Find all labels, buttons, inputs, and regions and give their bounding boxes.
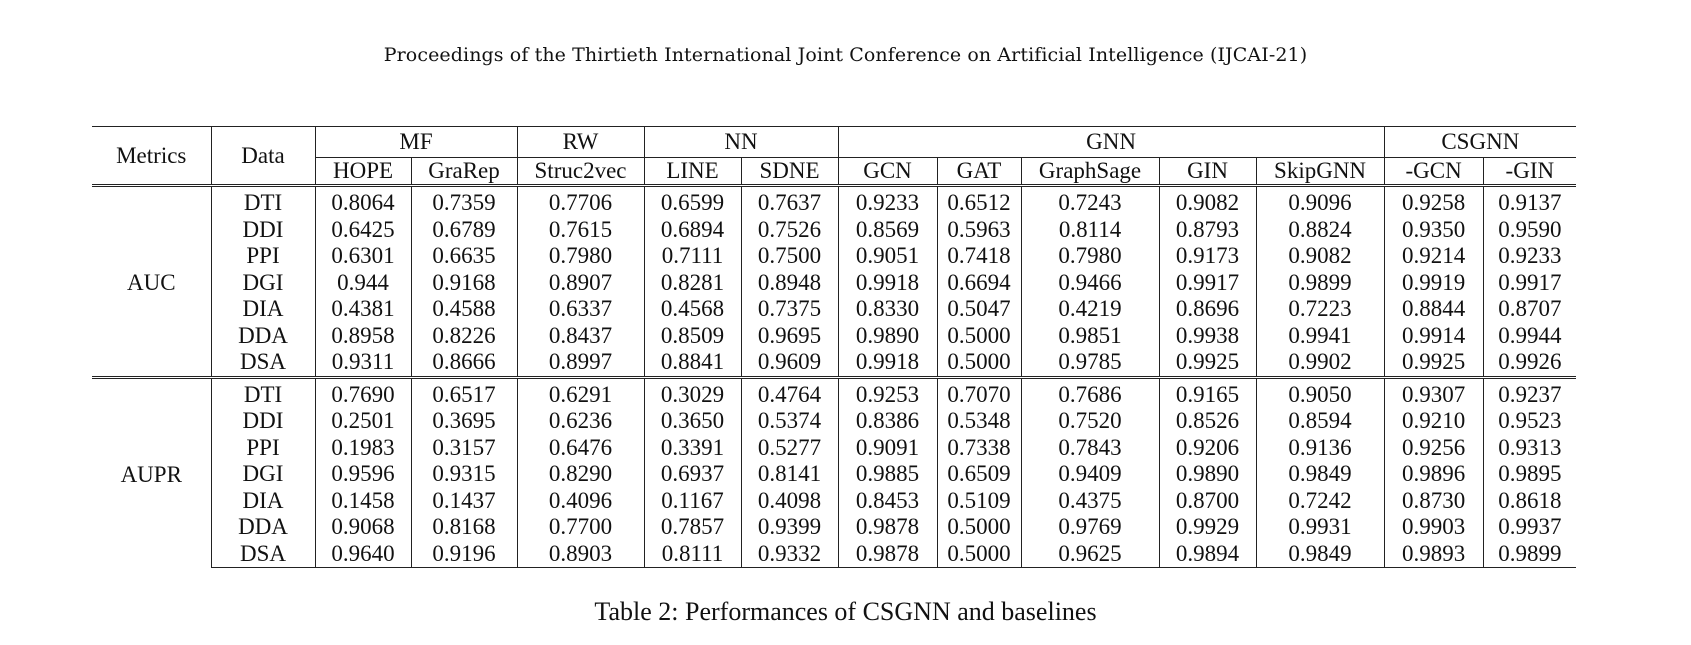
score-cell: 0.7700	[517, 514, 644, 541]
table-row	[92, 296, 1576, 323]
dataset-label: DGI	[211, 461, 315, 488]
score-cell: 0.8841	[644, 349, 741, 377]
score-cell: 0.4098	[741, 488, 838, 515]
score-cell: 0.9890	[838, 323, 937, 350]
score-cell: 0.9925	[1384, 349, 1483, 377]
method-header: SkipGNN	[1256, 158, 1384, 186]
score-cell: 0.9350	[1384, 217, 1483, 244]
score-cell: 0.6635	[411, 243, 517, 270]
score-cell: 0.5109	[937, 488, 1021, 515]
score-cell: 0.5348	[937, 408, 1021, 435]
score-cell: 0.6937	[644, 461, 741, 488]
dataset-label: PPI	[211, 435, 315, 462]
score-cell: 0.9253	[838, 377, 937, 408]
score-cell: 0.8330	[838, 296, 937, 323]
score-cell: 0.9918	[838, 349, 937, 377]
method-header: GAT	[937, 158, 1021, 186]
score-cell: 0.7857	[644, 514, 741, 541]
score-cell: 0.9409	[1021, 461, 1159, 488]
score-cell: 0.9890	[1159, 461, 1256, 488]
score-cell: 0.7070	[937, 377, 1021, 408]
score-cell: 0.5000	[937, 514, 1021, 541]
score-cell: 0.4381	[315, 296, 411, 323]
score-cell: 0.9769	[1021, 514, 1159, 541]
score-cell: 0.8696	[1159, 296, 1256, 323]
score-cell: 0.6509	[937, 461, 1021, 488]
score-cell: 0.944	[315, 270, 411, 297]
dataset-label: DDA	[211, 323, 315, 350]
score-cell: 0.1437	[411, 488, 517, 515]
score-cell: 0.9233	[838, 186, 937, 217]
table-row	[92, 323, 1576, 350]
score-cell: 0.8141	[741, 461, 838, 488]
score-cell: 0.9313	[1483, 435, 1576, 462]
score-cell: 0.6476	[517, 435, 644, 462]
table-row	[92, 377, 1576, 408]
score-cell: 0.8997	[517, 349, 644, 377]
score-cell: 0.9082	[1159, 186, 1256, 217]
score-cell: 0.9885	[838, 461, 937, 488]
score-cell: 0.9196	[411, 541, 517, 568]
score-cell: 0.3157	[411, 435, 517, 462]
table-caption: Table 2: Performances of CSGNN and baselines	[594, 597, 1097, 626]
dataset-label: DIA	[211, 488, 315, 515]
score-cell: 0.9399	[741, 514, 838, 541]
dataset-label: DSA	[211, 541, 315, 568]
score-cell: 0.5000	[937, 349, 1021, 377]
score-cell: 0.3650	[644, 408, 741, 435]
score-cell: 0.6301	[315, 243, 411, 270]
score-cell: 0.6517	[411, 377, 517, 408]
aupr-block	[92, 377, 1576, 568]
table-row	[92, 514, 1576, 541]
score-cell: 0.4588	[411, 296, 517, 323]
score-cell: 0.9311	[315, 349, 411, 377]
score-cell: 0.7338	[937, 435, 1021, 462]
score-cell: 0.8437	[517, 323, 644, 350]
table-row	[92, 461, 1576, 488]
table-row	[92, 243, 1576, 270]
score-cell: 0.6337	[517, 296, 644, 323]
score-cell: 0.7243	[1021, 186, 1159, 217]
score-cell: 0.9466	[1021, 270, 1159, 297]
group-header-gnn: GNN	[838, 127, 1384, 158]
score-cell: 0.7690	[315, 377, 411, 408]
score-cell: 0.9893	[1384, 541, 1483, 568]
score-cell: 0.9902	[1256, 349, 1384, 377]
score-cell: 0.5000	[937, 541, 1021, 568]
score-cell: 0.5374	[741, 408, 838, 435]
score-cell: 0.6236	[517, 408, 644, 435]
score-cell: 0.8594	[1256, 408, 1384, 435]
score-cell: 0.9938	[1159, 323, 1256, 350]
score-cell: 0.6425	[315, 217, 411, 244]
score-cell: 0.8618	[1483, 488, 1576, 515]
score-cell: 0.8114	[1021, 217, 1159, 244]
method-header: GIN	[1159, 158, 1256, 186]
score-cell: 0.6789	[411, 217, 517, 244]
method-header: LINE	[644, 158, 741, 186]
score-cell: 0.7686	[1021, 377, 1159, 408]
score-cell: 0.8281	[644, 270, 741, 297]
score-cell: 0.9695	[741, 323, 838, 350]
score-cell: 0.9332	[741, 541, 838, 568]
score-cell: 0.8509	[644, 323, 741, 350]
score-cell: 0.9173	[1159, 243, 1256, 270]
score-cell: 0.7500	[741, 243, 838, 270]
score-cell: 0.8903	[517, 541, 644, 568]
score-cell: 0.7111	[644, 243, 741, 270]
score-cell: 0.9233	[1483, 243, 1576, 270]
score-cell: 0.9237	[1483, 377, 1576, 408]
score-cell: 0.7375	[741, 296, 838, 323]
dataset-label: DGI	[211, 270, 315, 297]
score-cell: 0.8824	[1256, 217, 1384, 244]
score-cell: 0.7706	[517, 186, 644, 217]
score-cell: 0.9894	[1159, 541, 1256, 568]
score-cell: 0.4568	[644, 296, 741, 323]
score-cell: 0.6512	[937, 186, 1021, 217]
score-cell: 0.8226	[411, 323, 517, 350]
score-cell: 0.9878	[838, 541, 937, 568]
score-cell: 0.9596	[315, 461, 411, 488]
score-cell: 0.6291	[517, 377, 644, 408]
table-row	[92, 217, 1576, 244]
score-cell: 0.8907	[517, 270, 644, 297]
score-cell: 0.9210	[1384, 408, 1483, 435]
score-cell: 0.7520	[1021, 408, 1159, 435]
score-cell: 0.9941	[1256, 323, 1384, 350]
score-cell: 0.8666	[411, 349, 517, 377]
score-cell: 0.9917	[1159, 270, 1256, 297]
score-cell: 0.1983	[315, 435, 411, 462]
dataset-label: DSA	[211, 349, 315, 377]
results-table-wrapper	[92, 126, 1576, 568]
score-cell: 0.6599	[644, 186, 741, 217]
running-header: Proceedings of the Thirtieth International Joint Conference on Artificial Intelligence (IJCAI-21)	[383, 44, 1308, 66]
score-cell: 0.7843	[1021, 435, 1159, 462]
score-cell: 0.3695	[411, 408, 517, 435]
score-cell: 0.8958	[315, 323, 411, 350]
table-row	[92, 435, 1576, 462]
score-cell: 0.9849	[1256, 541, 1384, 568]
score-cell: 0.9917	[1483, 270, 1576, 297]
score-cell: 0.8700	[1159, 488, 1256, 515]
score-cell: 0.9214	[1384, 243, 1483, 270]
score-cell: 0.4764	[741, 377, 838, 408]
corner-metrics-header: Metrics	[116, 142, 187, 168]
score-cell: 0.9918	[838, 270, 937, 297]
score-cell: 0.9315	[411, 461, 517, 488]
score-cell: 0.9206	[1159, 435, 1256, 462]
score-cell: 0.9931	[1256, 514, 1384, 541]
method-header: GCN	[838, 158, 937, 186]
metric-label: AUPR	[92, 377, 211, 568]
score-cell: 0.9849	[1256, 461, 1384, 488]
score-cell: 0.8569	[838, 217, 937, 244]
score-cell: 0.9937	[1483, 514, 1576, 541]
score-cell: 0.9523	[1483, 408, 1576, 435]
score-cell: 0.9609	[741, 349, 838, 377]
score-cell: 0.9136	[1256, 435, 1384, 462]
group-header-nn: NN	[644, 127, 838, 158]
score-cell: 0.7637	[741, 186, 838, 217]
score-cell: 0.1458	[315, 488, 411, 515]
score-cell: 0.3391	[644, 435, 741, 462]
score-cell: 0.9258	[1384, 186, 1483, 217]
table-row	[92, 270, 1576, 297]
score-cell: 0.9640	[315, 541, 411, 568]
score-cell: 0.9051	[838, 243, 937, 270]
score-cell: 0.9895	[1483, 461, 1576, 488]
score-cell: 0.9168	[411, 270, 517, 297]
auc-block	[92, 186, 1576, 378]
score-cell: 0.7615	[517, 217, 644, 244]
score-cell: 0.5277	[741, 435, 838, 462]
method-header: Struc2vec	[517, 158, 644, 186]
score-cell: 0.8707	[1483, 296, 1576, 323]
score-cell: 0.1167	[644, 488, 741, 515]
score-cell: 0.9903	[1384, 514, 1483, 541]
score-cell: 0.6694	[937, 270, 1021, 297]
dataset-label: DDI	[211, 217, 315, 244]
score-cell: 0.9899	[1256, 270, 1384, 297]
score-cell: 0.9919	[1384, 270, 1483, 297]
score-cell: 0.7418	[937, 243, 1021, 270]
score-cell: 0.7526	[741, 217, 838, 244]
score-cell: 0.9091	[838, 435, 937, 462]
score-cell: 0.5000	[937, 323, 1021, 350]
score-cell: 0.4375	[1021, 488, 1159, 515]
score-cell: 0.8111	[644, 541, 741, 568]
table-row	[92, 541, 1576, 568]
score-cell: 0.9590	[1483, 217, 1576, 244]
method-header: GraRep	[411, 158, 517, 186]
score-cell: 0.9082	[1256, 243, 1384, 270]
score-cell: 0.8526	[1159, 408, 1256, 435]
method-header-row	[92, 158, 1576, 186]
score-cell: 0.9926	[1483, 349, 1576, 377]
score-cell: 0.9925	[1159, 349, 1256, 377]
score-cell: 0.9307	[1384, 377, 1483, 408]
score-cell: 0.5047	[937, 296, 1021, 323]
results-table	[92, 126, 1576, 568]
table-row	[92, 488, 1576, 515]
score-cell: 0.9096	[1256, 186, 1384, 217]
score-cell: 0.7980	[1021, 243, 1159, 270]
score-cell: 0.6894	[644, 217, 741, 244]
score-cell: 0.2501	[315, 408, 411, 435]
score-cell: 0.8793	[1159, 217, 1256, 244]
score-cell: 0.9899	[1483, 541, 1576, 568]
score-cell: 0.9944	[1483, 323, 1576, 350]
score-cell: 0.8168	[411, 514, 517, 541]
score-cell: 0.9878	[838, 514, 937, 541]
method-header: -GCN	[1384, 158, 1483, 186]
score-cell: 0.9914	[1384, 323, 1483, 350]
score-cell: 0.9625	[1021, 541, 1159, 568]
dataset-label: DTI	[211, 377, 315, 408]
score-cell: 0.7359	[411, 186, 517, 217]
table-row	[92, 349, 1576, 377]
score-cell: 0.8290	[517, 461, 644, 488]
score-cell: 0.9256	[1384, 435, 1483, 462]
score-cell: 0.8730	[1384, 488, 1483, 515]
score-cell: 0.3029	[644, 377, 741, 408]
group-header-csgnn: CSGNN	[1384, 127, 1576, 158]
score-cell: 0.7980	[517, 243, 644, 270]
method-header: GraphSage	[1021, 158, 1159, 186]
score-cell: 0.8948	[741, 270, 838, 297]
score-cell: 0.4096	[517, 488, 644, 515]
score-cell: 0.4219	[1021, 296, 1159, 323]
table-row	[92, 408, 1576, 435]
group-header-rw: RW	[517, 127, 644, 158]
dataset-label: DDI	[211, 408, 315, 435]
score-cell: 0.9851	[1021, 323, 1159, 350]
score-cell: 0.8064	[315, 186, 411, 217]
score-cell: 0.9165	[1159, 377, 1256, 408]
score-cell: 0.9068	[315, 514, 411, 541]
table-row	[92, 186, 1576, 217]
group-header-mf: MF	[315, 127, 517, 158]
method-header: HOPE	[315, 158, 411, 186]
score-cell: 0.9929	[1159, 514, 1256, 541]
corner-data-header: Data	[211, 127, 315, 186]
score-cell: 0.8844	[1384, 296, 1483, 323]
score-cell: 0.9050	[1256, 377, 1384, 408]
method-header: -GIN	[1483, 158, 1576, 186]
score-cell: 0.9896	[1384, 461, 1483, 488]
dataset-label: DIA	[211, 296, 315, 323]
dataset-label: DTI	[211, 186, 315, 217]
score-cell: 0.8386	[838, 408, 937, 435]
dataset-label: DDA	[211, 514, 315, 541]
score-cell: 0.7223	[1256, 296, 1384, 323]
score-cell: 0.5963	[937, 217, 1021, 244]
score-cell: 0.8453	[838, 488, 937, 515]
score-cell: 0.9137	[1483, 186, 1576, 217]
dataset-label: PPI	[211, 243, 315, 270]
method-header: SDNE	[741, 158, 838, 186]
score-cell: 0.9785	[1021, 349, 1159, 377]
metric-label: AUC	[126, 269, 176, 295]
score-cell: 0.7242	[1256, 488, 1384, 515]
